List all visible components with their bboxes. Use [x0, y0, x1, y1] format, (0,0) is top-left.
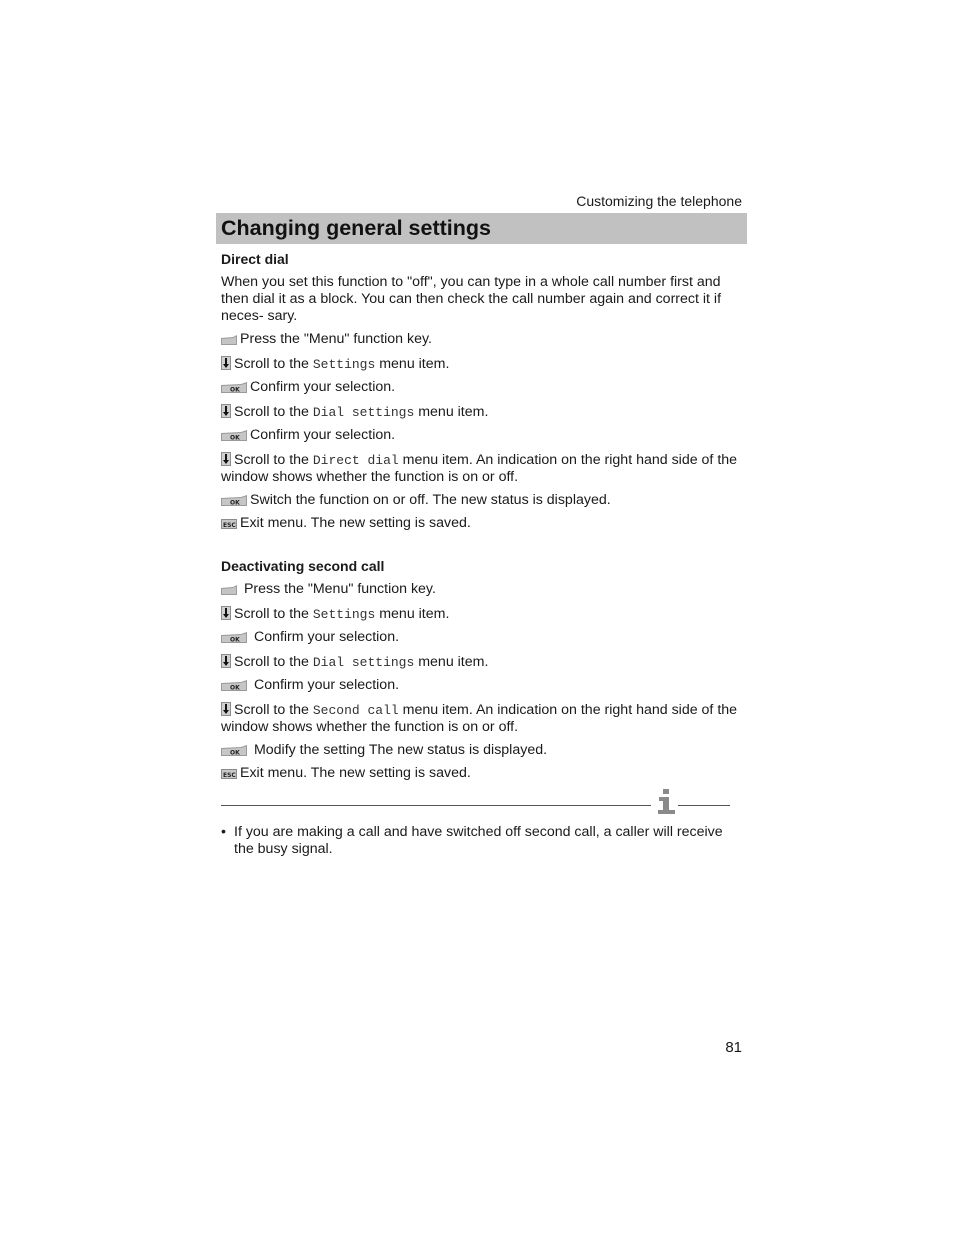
ok-key-icon	[221, 382, 247, 393]
step-item	[221, 677, 741, 694]
info-icon	[655, 788, 677, 820]
step-item	[221, 492, 741, 509]
svg-text:OK: OK	[230, 499, 240, 506]
section-heading: Direct dial	[221, 251, 289, 267]
svg-text:OK: OK	[230, 434, 240, 441]
bullet-symbol: •	[221, 824, 226, 840]
svg-text:ESC: ESC	[223, 522, 236, 529]
step-item	[221, 404, 741, 421]
svg-text:OK: OK	[230, 636, 240, 643]
scroll-key-icon	[221, 606, 231, 620]
step-text: menu item. An indication on the right hand side of the window shows whether the function is on or off.	[221, 702, 738, 735]
page-number: 81	[725, 1039, 742, 1056]
esc-key-icon	[221, 519, 237, 529]
info-bullet-list	[221, 824, 741, 858]
running-header: Customizing the telephone	[576, 193, 742, 209]
step-item	[221, 702, 741, 736]
step-text: Confirm your selection.	[250, 629, 400, 645]
ok-key-icon	[221, 495, 247, 506]
step-text: menu item.	[414, 404, 489, 420]
menu-item-name: Second call	[312, 703, 399, 718]
separator-line	[221, 805, 651, 806]
menu-item-name: Direct dial	[312, 453, 399, 468]
step-text: menu item.	[375, 606, 450, 622]
step-text: Scroll to the	[234, 702, 313, 718]
step-item	[221, 629, 741, 646]
menu-item-name: Dial settings	[312, 655, 415, 670]
svg-text:OK: OK	[230, 386, 240, 393]
step-item	[221, 379, 741, 396]
step-text: Scroll to the	[234, 654, 313, 670]
svg-text:OK: OK	[230, 684, 240, 691]
section-deactivating-second-call	[221, 558, 741, 782]
scroll-key-icon	[221, 356, 231, 370]
step-text: Press the "Menu" function key.	[240, 581, 436, 597]
menu-item-name: Dial settings	[312, 405, 415, 420]
step-item	[221, 452, 741, 486]
scroll-key-icon	[221, 404, 231, 418]
info-separator	[221, 788, 733, 818]
scroll-key-icon	[221, 452, 231, 466]
menu-item-name: Settings	[312, 607, 376, 622]
step-text: Press the "Menu" function key.	[240, 331, 432, 347]
content	[221, 251, 741, 782]
step-text: Exit menu. The new setting is saved.	[240, 765, 471, 781]
step-text: Scroll to the	[234, 356, 313, 372]
step-text: Modify the setting The new status is displayed.	[250, 742, 548, 758]
step-text: Scroll to the	[234, 452, 313, 468]
menu-item-name: Settings	[312, 357, 376, 372]
step-item	[221, 765, 741, 782]
step-text: menu item.	[414, 654, 489, 670]
step-item	[221, 331, 741, 348]
step-item	[221, 356, 741, 373]
ok-key-icon	[221, 680, 247, 691]
page-title: Changing general settings	[221, 216, 491, 240]
step-text: menu item. An indication on the right hand side of the window shows whether the function is on or off.	[221, 452, 738, 485]
step-text: Scroll to the	[234, 404, 313, 420]
title-bar	[216, 213, 747, 244]
scroll-key-icon	[221, 702, 231, 716]
svg-text:ESC: ESC	[223, 772, 236, 779]
step-text: Confirm your selection.	[250, 677, 400, 693]
ok-key-icon	[221, 632, 247, 643]
step-text: Confirm your selection.	[250, 379, 396, 395]
ok-key-icon	[221, 430, 247, 441]
step-text: Switch the function on or off. The new status is displayed.	[250, 492, 611, 508]
esc-key-icon	[221, 769, 237, 779]
step-text: Exit menu. The new setting is saved.	[240, 515, 471, 531]
ok-key-icon	[221, 745, 247, 756]
section-intro: When you set this function to "off", you can type in a whole call number first and then dial it as a block. You can then check the call number again and correct it if neces- sary.	[221, 274, 722, 324]
step-item	[221, 606, 741, 623]
section-heading: Deactivating second call	[221, 558, 385, 574]
separator-line	[678, 805, 730, 806]
step-item	[221, 581, 741, 598]
step-text: Confirm your selection.	[250, 427, 396, 443]
step-text: menu item.	[375, 356, 450, 372]
step-list	[221, 331, 741, 532]
step-item	[221, 742, 741, 759]
menu-key-icon	[221, 585, 237, 595]
step-list	[221, 581, 741, 782]
step-item	[221, 654, 741, 671]
info-bullet-text: If you are making a call and have switched off second call, a caller will receive the busy signal.	[234, 824, 723, 857]
info-bullet	[221, 824, 741, 858]
section-direct-dial	[221, 251, 741, 532]
step-item	[221, 427, 741, 444]
menu-key-icon	[221, 335, 237, 345]
svg-text:OK: OK	[230, 749, 240, 756]
step-item	[221, 515, 741, 532]
step-text: Scroll to the	[234, 606, 313, 622]
scroll-key-icon	[221, 654, 231, 668]
